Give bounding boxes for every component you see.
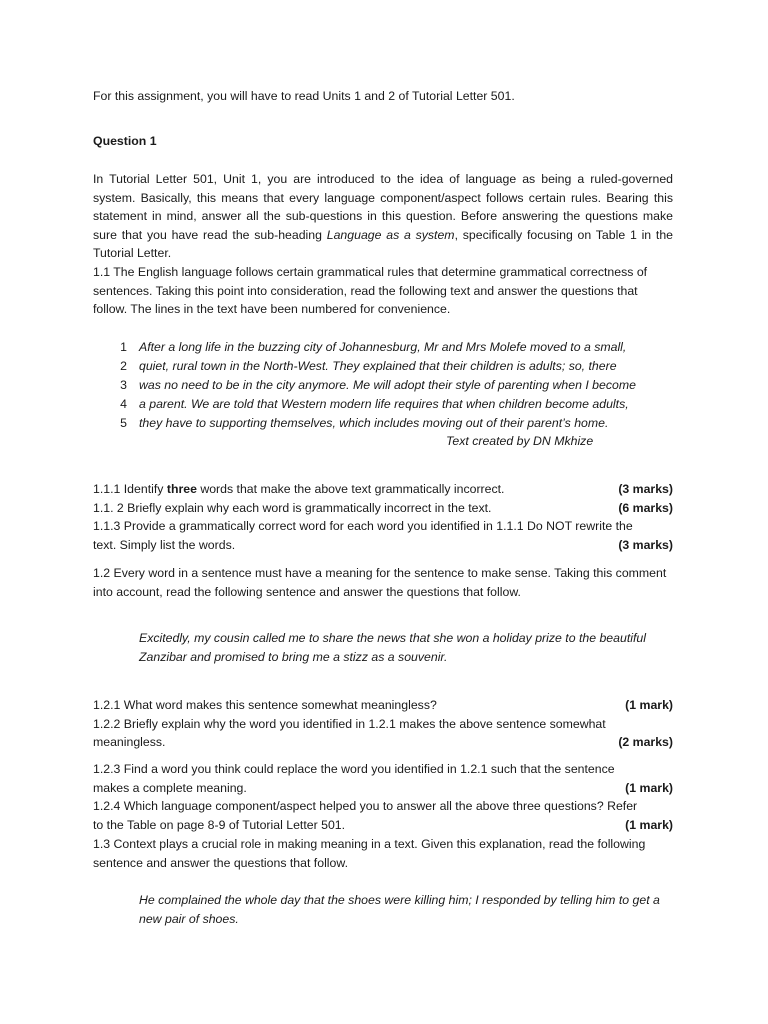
marks-label: (3 marks) [618,537,673,552]
question-1-heading: Question 1 [93,134,157,148]
question-1-2-3-line1 [93,760,673,779]
q-text: 1.1. 2 Briefly explain why each word is grammatically incorrect in the text. [93,500,492,515]
line-text: a parent. We are told that Western modern life requires that when children become adults, [139,396,629,411]
line-number: 3 [120,377,127,392]
q-text: 1.1.1 Identify [93,482,167,496]
passage-line [120,357,675,376]
line-text: they have to supporting themselves, which includes moving out of their parent’s home. [139,415,609,430]
passage-line [120,376,675,395]
question-1-1-2 [93,499,673,518]
numbered-text-passage [120,338,675,432]
marks-label: (1 mark) [625,817,673,832]
line-text: quiet, rural town in the North-West. They explained that their children is adults; so, there [139,358,617,373]
q1-para-italic: Language as a system [326,227,455,242]
q-text: to the Table on page 8-9 of Tutorial Letter 501. [93,817,346,832]
marks-label: (3 marks) [618,482,673,496]
q-text: words that make the above text grammatically incorrect. [196,482,505,496]
question-1-2-2-line2 [93,733,673,752]
passage-line [120,395,675,414]
passage-line [120,414,675,433]
question-1-1-3-line1 [93,517,673,536]
line-number: 2 [120,358,127,373]
q-text: 1.2.2 Briefly explain why the word you identified in 1.2.1 makes the above sentence somewhat [93,716,606,731]
line-number: 1 [120,340,127,354]
question-1-2-4-line2 [93,816,673,835]
marks-label: (2 marks) [618,735,673,750]
line-text: was no need to be in the city anymore. Me will adopt their style of parenting when I become [139,377,636,392]
intro-text: For this assignment, you will have to read Units 1 and 2 of Tutorial Letter 501. [93,89,515,103]
line-text: After a long life in the buzzing city of Johannesburg, Mr and Mrs Molefe moved to a small, [139,340,627,354]
quote-1-3: He complained the whole day that the shoes were killing him; I responded by telling him to get a new pair of shoes. [139,893,660,927]
q-text: makes a complete meaning. [93,780,247,795]
question-1-1-3-line2 [93,536,673,555]
quote-1-2: Excitedly, my cousin called me to share the news that she won a holiday prize to the beautiful Zanzibar and promised to bring me a stizz as a souvenir. [139,631,646,665]
question-1-2-3-line2 [93,779,673,798]
question-1-1-text: 1.1 The English language follows certain grammatical rules that determine grammatical correctness of sentences. Taking this point into consideration, read the following text and answer the questions that follow. The lines in the text have been numbered for convenience. [93,265,648,317]
q-text: 1.2.4 Which language component/aspect helped you to answer all the above three questions? Refer [93,799,638,814]
q1-para-part-a: In Tutorial Letter 501, Unit 1, you are introduced to the idea of language as being a ruled-governed system. Basically, this means that every language component/aspect follows certain rules. Bearing this statement in mind, answer all the sub-questions in this question. Before answering the questions make sure that you have read the sub-heading [93,172,673,242]
q1-para-part-b: , specifically focusing on Table 1 in the Tutorial Letter. [93,227,674,261]
text-credit: Text created by DN Mkhize [446,434,594,448]
passage-line [120,338,675,357]
question-1-2-4-line1 [93,797,673,816]
question-1-2-1 [93,696,673,715]
question-1-paragraph [93,170,673,263]
marks-label: (1 mark) [625,780,673,795]
questions-1-2-block-a [93,696,673,752]
questions-1-2-block-b [93,760,673,834]
q-text: meaningless. [93,735,166,750]
question-1-2-2-line1 [93,715,673,734]
question-1-2-text: 1.2 Every word in a sentence must have a meaning for the sentence to make sense. Taking this comment into account, read the following sentence and answer the questions that follow. [93,566,667,599]
marks-label: (1 mark) [625,698,673,712]
q-text: 1.2.1 What word makes this sentence somewhat meaningless? [93,698,437,712]
line-number: 4 [120,396,127,411]
q-text: 1.2.3 Find a word you think could replace the word you identified in 1.2.1 such that the sentence [93,762,615,776]
q-emphasis: three [166,482,197,496]
question-1-1-1 [93,480,673,499]
line-number: 5 [120,415,127,430]
q-text: text. Simply list the words. [93,537,236,552]
questions-1-1-block [93,480,673,554]
q-text: 1.1.3 Provide a grammatically correct word for each word you identified in 1.1.1 Do NOT rewrite the [93,519,633,534]
question-1-3-text: 1.3 Context plays a crucial role in making meaning in a text. Given this explanation, read the following sentence and answer the questions that follow. [93,837,646,870]
marks-label: (6 marks) [618,500,673,515]
